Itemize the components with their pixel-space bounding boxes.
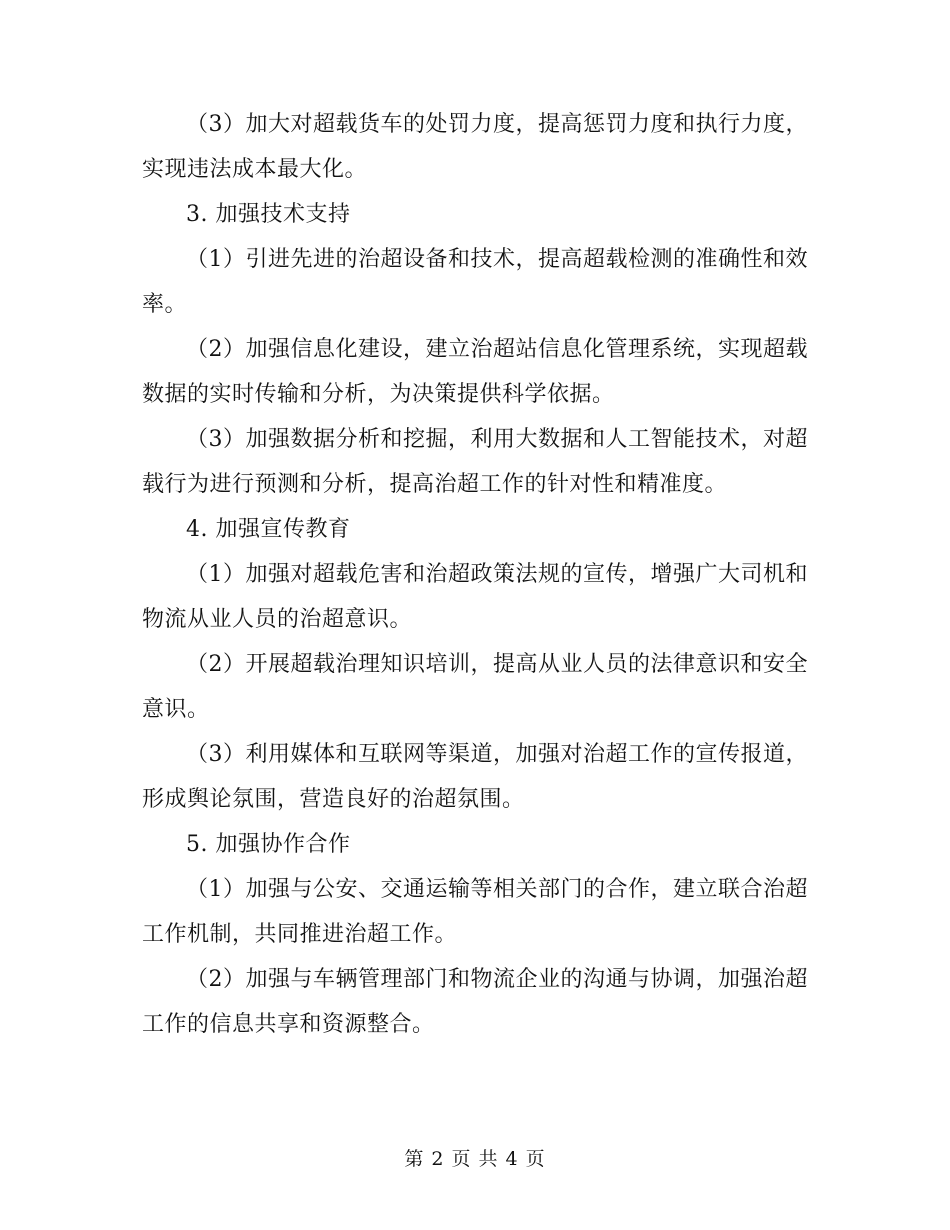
paragraph-cooperation-item-2: （2）加强与车辆管理部门和物流企业的沟通与协调，加强治超工作的信息共享和资源整合。 (142, 967, 808, 1037)
heading-cooperation: 5. 加强协作合作 (186, 832, 351, 857)
paragraph-penalty-item-3: （3）加大对超载货车的处罚力度，提高惩罚力度和执行力度，实现违法成本最大化。 (142, 112, 808, 182)
paragraph-publicity-item-2: （2）开展超载治理知识培训，提高从业人员的法律意识和安全意识。 (142, 652, 808, 722)
paragraph-publicity-item-1: （1）加强对超载危害和治超政策法规的宣传，增强广大司机和物流从业人员的治超意识。 (142, 562, 808, 632)
paragraph-tech-item-1: （1）引进先进的治超设备和技术，提高超载检测的准确性和效率。 (142, 247, 808, 317)
document-body (142, 102, 808, 1047)
paragraph-publicity-item-3: （3）利用媒体和互联网等渠道，加强对治超工作的宣传报道，形成舆论氛围，营造良好的治超氛围。 (142, 742, 808, 812)
page-number-footer: 第 2 页 共 4 页 (404, 1148, 546, 1170)
heading-technical-support: 3. 加强技术支持 (186, 202, 351, 227)
paragraph-cooperation-item-1: （1）加强与公安、交通运输等相关部门的合作，建立联合治超工作机制，共同推进治超工作。 (142, 877, 808, 947)
heading-publicity-education: 4. 加强宣传教育 (186, 517, 351, 542)
paragraph-tech-item-2: （2）加强信息化建设，建立治超站信息化管理系统，实现超载数据的实时传输和分析，为决策提供科学依据。 (142, 337, 808, 407)
paragraph-tech-item-3: （3）加强数据分析和挖掘，利用大数据和人工智能技术，对超载行为进行预测和分析，提高治超工作的针对性和精准度。 (142, 427, 808, 497)
